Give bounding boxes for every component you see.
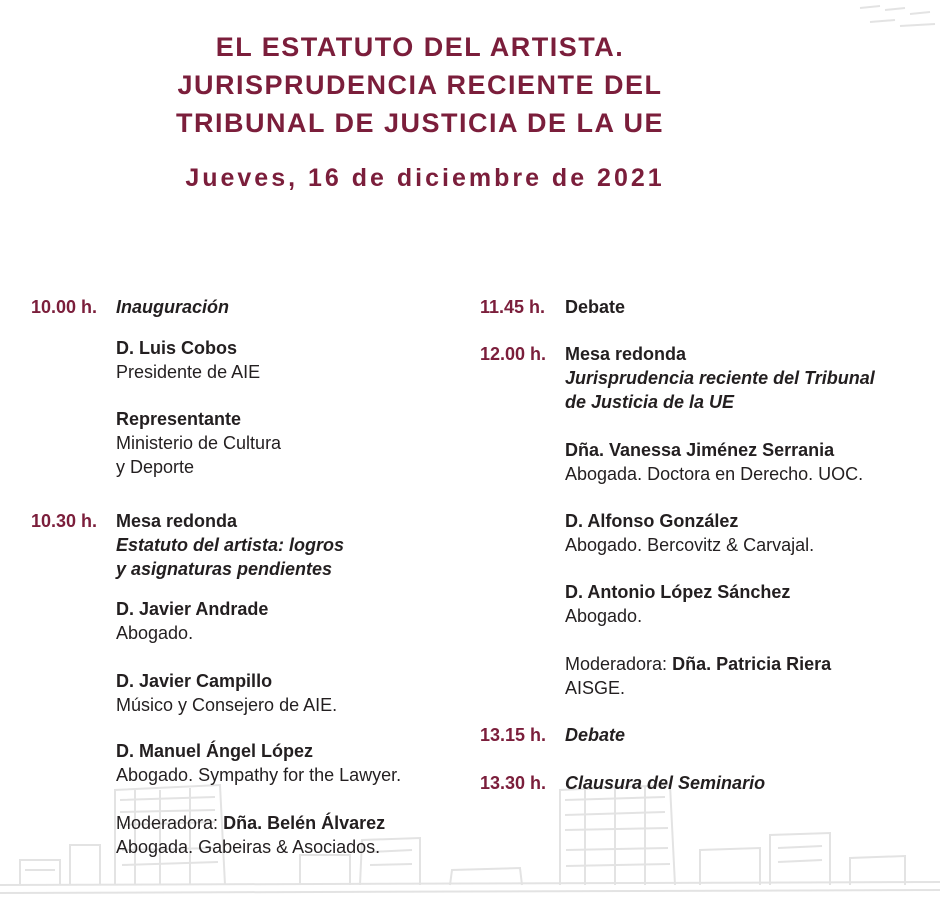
speaker	[565, 580, 790, 628]
slot-subtitle: Estatuto del artista: logros	[116, 535, 345, 555]
slot-subtitle-cont: de Justicia de la UE	[565, 392, 735, 412]
slot-label: Mesa redonda	[565, 344, 687, 364]
speaker-name: Dña. Vanessa Jiménez Serrania	[565, 440, 835, 460]
speaker-name: Representante	[116, 409, 242, 429]
speaker-role: Músico y Consejero de AIE.	[116, 695, 338, 715]
slot-time: 10.30 h.	[31, 511, 98, 531]
speaker	[116, 336, 260, 384]
speaker-name: D. Luis Cobos	[116, 338, 237, 358]
moderator-role: AISGE.	[565, 678, 626, 698]
slot-time: 13.30 h.	[480, 773, 547, 793]
slot-label: Mesa redonda	[116, 511, 238, 531]
title-line-2: JURISPRUDENCIA RECIENTE DEL	[177, 70, 663, 100]
moderator-name: Dña. Belén Álvarez	[223, 813, 386, 833]
moderator	[116, 811, 385, 859]
speaker-name: D. Manuel Ángel López	[116, 741, 314, 761]
document-title	[0, 28, 840, 142]
moderator	[565, 652, 831, 700]
speaker-role: Abogado. Sympathy for the Lawyer.	[116, 765, 402, 785]
speaker-name: D. Alfonso González	[565, 511, 739, 531]
slot-time: 10.00 h.	[31, 297, 98, 317]
slot-time: 11.45 h.	[480, 297, 546, 317]
slot-time: 12.00 h.	[480, 344, 547, 364]
event-date: Jueves, 16 de diciembre de 2021	[185, 164, 665, 192]
moderator-role: Abogada. Gabeiras & Asociados.	[116, 837, 381, 857]
speaker-role: Abogado.	[565, 606, 643, 626]
slot-subtitle-cont: y asignaturas pendientes	[116, 559, 333, 579]
speaker-name: D. Javier Andrade	[116, 599, 269, 619]
title-line-3: TRIBUNAL DE JUSTICIA DE LA UE	[175, 108, 665, 138]
title-line-1: EL ESTATUTO DEL ARTISTA.	[215, 32, 625, 62]
speaker-role: Abogado. Bercovitz & Carvajal.	[565, 535, 815, 555]
speaker-name: D. Javier Campillo	[116, 671, 273, 691]
moderator-line	[565, 652, 831, 676]
speaker-name: D. Antonio López Sánchez	[565, 582, 791, 602]
slot-subtitle: Jurisprudencia reciente del Tribunal	[565, 368, 875, 388]
speaker-role: Abogado.	[116, 623, 194, 643]
speaker	[116, 597, 268, 645]
moderator-name: Dña. Patricia Riera	[672, 654, 832, 674]
slot-time: 13.15 h.	[480, 725, 547, 745]
slot-label: Debate	[565, 297, 626, 317]
speaker	[116, 669, 337, 717]
slot-label: Clausura del Seminario	[565, 773, 766, 793]
speaker-role-cont: y Deporte	[116, 457, 195, 477]
slot-label: Inauguración	[116, 297, 230, 317]
speaker	[565, 438, 863, 486]
speaker	[565, 509, 814, 557]
speaker-role: Abogada. Doctora en Derecho. UOC.	[565, 464, 864, 484]
slot-label: Debate	[565, 725, 626, 745]
speaker	[116, 739, 401, 787]
speaker-role: Presidente de AIE	[116, 362, 261, 382]
speaker	[116, 407, 281, 479]
moderator-line	[116, 811, 385, 835]
moderator-label: Moderadora:	[116, 813, 219, 833]
speaker-role: Ministerio de Cultura	[116, 433, 282, 453]
moderator-label: Moderadora:	[565, 654, 668, 674]
